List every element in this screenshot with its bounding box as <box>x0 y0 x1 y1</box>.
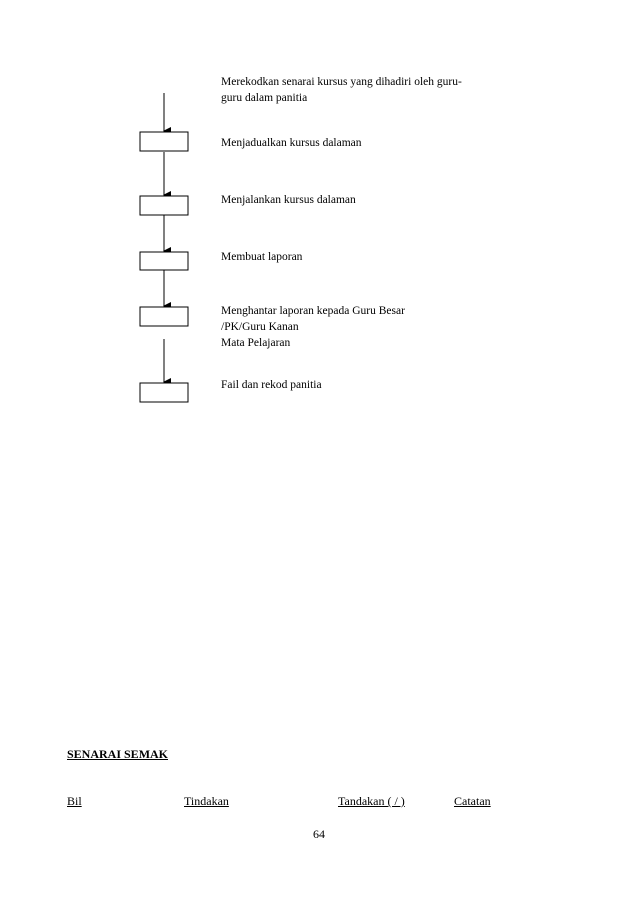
flow-step-2: Menjadualkan kursus dalaman <box>221 137 362 149</box>
flow-step-1-line-1: Merekodkan senarai kursus yang dihadiri oleh guru- <box>221 76 462 88</box>
flow-box <box>140 307 188 326</box>
column-header-catatan: Catatan <box>454 794 491 808</box>
column-header-tandakan: Tandakan ( / ) <box>338 794 405 808</box>
checklist-heading: SENARAI SEMAK <box>67 747 169 761</box>
flow-step-1-line-2: guru dalam panitia <box>221 92 308 104</box>
flow-box <box>140 383 188 402</box>
flow-step-5-line-1: Menghantar laporan kepada Guru Besar <box>221 305 405 317</box>
flow-step-1 <box>221 74 521 106</box>
flow-step-4: Membuat laporan <box>221 251 303 263</box>
flow-box <box>140 196 188 215</box>
flow-step-5 <box>221 303 521 351</box>
column-header-bil: Bil <box>67 794 82 808</box>
column-header-tindakan: Tindakan <box>184 794 229 808</box>
flow-box <box>140 252 188 270</box>
flow-step-3: Menjalankan kursus dalaman <box>221 194 356 206</box>
flow-step-5-line-3: Mata Pelajaran <box>221 337 291 349</box>
flow-step-6: Fail dan rekod panitia <box>221 379 322 391</box>
page-number: 64 <box>313 827 325 841</box>
flow-step-5-line-2: /PK/Guru Kanan <box>221 321 299 333</box>
flow-box <box>140 132 188 151</box>
